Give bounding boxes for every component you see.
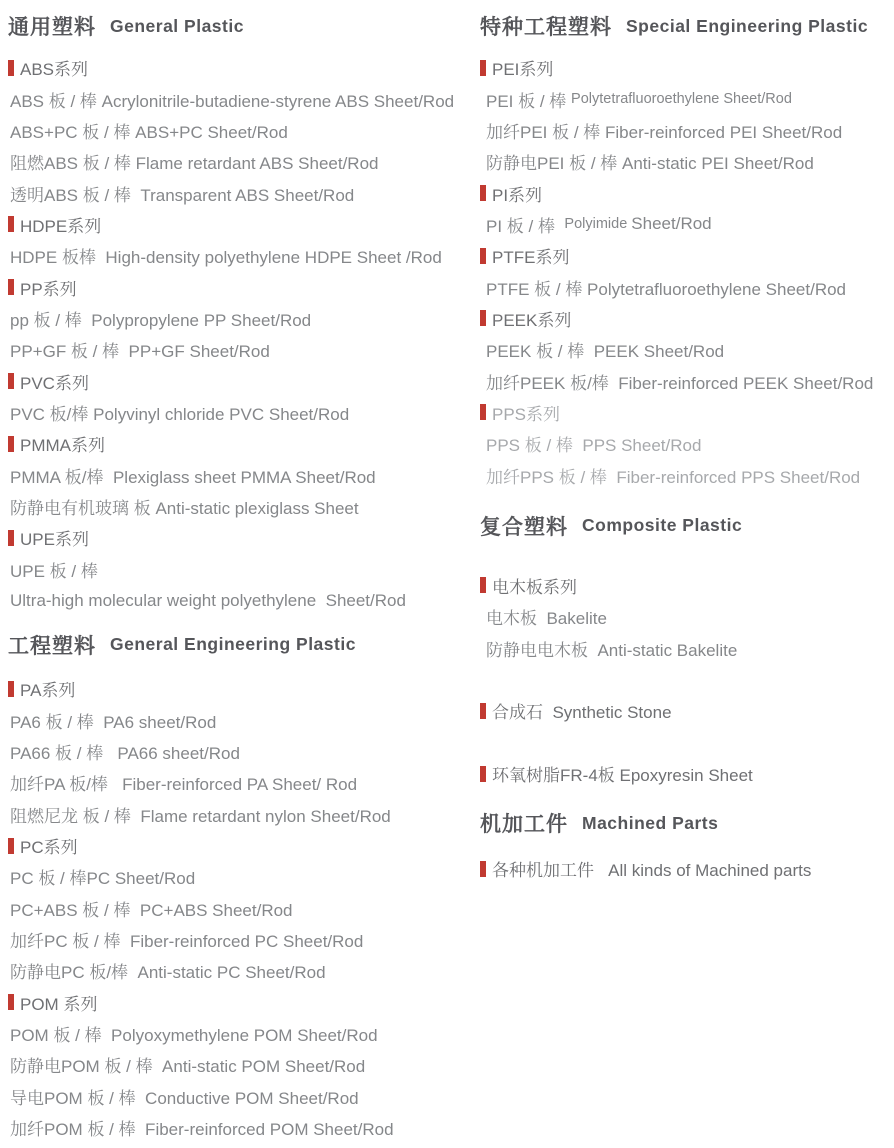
- product-item: [8, 1049, 476, 1080]
- product-item-text: 加纤PA 板/棒 Fiber-reinforced PA Sheet/ Rod: [10, 775, 358, 795]
- product-item-text: 透明ABS 板 / 棒 Transparent ABS Sheet/Rod: [10, 185, 355, 205]
- product-item-text: 加纤PC 板 / 棒 Fiber-reinforced PC Sheet/Rod: [10, 932, 364, 952]
- series-label: [480, 52, 894, 83]
- product-item: [480, 428, 894, 459]
- product-item-text: PEI 板 / 棒: [486, 91, 572, 111]
- series-label: [8, 271, 476, 302]
- product-item-text: HDPE 板棒 High-density polyethylene HDPE Sheet /Rod: [10, 248, 442, 268]
- red-marker-icon: [480, 404, 486, 420]
- red-marker-icon: [480, 861, 486, 877]
- red-marker-icon: [8, 279, 14, 295]
- product-item: [480, 334, 894, 365]
- product-item-text: 阻燃ABS 板 / 棒 Flame retardant ABS Sheet/Rod: [10, 154, 379, 174]
- series-label: [480, 177, 894, 208]
- series-label: [8, 673, 476, 704]
- section-title-zh: 通用塑料: [8, 16, 96, 39]
- series-label-text: PPS系列: [492, 404, 561, 424]
- product-item: [8, 303, 476, 334]
- product-item: [8, 459, 476, 490]
- series-label: [8, 987, 476, 1018]
- product-item-text: ABS 板 / 棒 Acrylonitrile-butadiene-styrene ABS Sheet/Rod: [10, 91, 455, 111]
- product-item: [8, 554, 476, 585]
- product-item-text: PC+ABS 板 / 棒 PC+ABS Sheet/Rod: [10, 900, 293, 920]
- product-item: [480, 459, 894, 490]
- column-general-plastic: [8, 0, 476, 1143]
- series-label: [480, 695, 894, 726]
- series-label: [8, 365, 476, 396]
- product-item-text: PMMA 板/棒 Plexiglass sheet PMMA Sheet/Rod: [10, 467, 376, 487]
- series-label-text: PA系列: [20, 681, 76, 701]
- product-item: [8, 955, 476, 986]
- section-title-zh: 特种工程塑料: [480, 16, 612, 39]
- series-label-text: 各种机加工件 All kinds of Machined parts: [492, 861, 812, 881]
- product-item: [8, 146, 476, 177]
- product-item-text: 防静电POM 板 / 棒 Anti-static POM Sheet/Rod: [10, 1057, 366, 1077]
- red-marker-icon: [480, 577, 486, 593]
- product-item-text: 防静电PC 板/棒 Anti-static PC Sheet/Rod: [10, 963, 326, 983]
- product-item-text: PEEK 板 / 棒 PEEK Sheet/Rod: [486, 342, 725, 362]
- red-marker-icon: [480, 703, 486, 719]
- product-item: [480, 633, 894, 664]
- section-header: [8, 616, 476, 673]
- product-item-text: PTFE 板 / 棒 Polytetrafluoroethylene Sheet/Rod: [486, 279, 847, 299]
- red-marker-icon: [8, 681, 14, 697]
- series-label: [480, 240, 894, 271]
- product-item-text: Ultra-high molecular weight polyethylene Sheet/Rod: [10, 590, 406, 610]
- section-header: [8, 0, 476, 52]
- section-title-en: Machined Parts: [582, 812, 719, 833]
- product-item-text: 加纤POM 板 / 棒 Fiber-reinforced POM Sheet/Rod: [10, 1120, 394, 1140]
- series-label-text: PP系列: [20, 279, 77, 299]
- red-marker-icon: [480, 248, 486, 264]
- series-label: [8, 830, 476, 861]
- product-item: [8, 240, 476, 271]
- series-label-text: PVC系列: [20, 373, 89, 393]
- section-title-en: General Engineering Plastic: [110, 634, 356, 655]
- red-marker-icon: [480, 766, 486, 782]
- spacer: [480, 727, 894, 758]
- product-item: [480, 146, 894, 177]
- product-item-text: 加纤PEI 板 / 棒 Fiber-reinforced PEI Sheet/Rod: [486, 122, 843, 142]
- series-label-text: ABS系列: [20, 60, 89, 80]
- product-item: [8, 1081, 476, 1112]
- product-item: [8, 1112, 476, 1143]
- product-item: [8, 491, 476, 522]
- red-marker-icon: [480, 60, 486, 76]
- product-item-text: PVC 板/棒 Polyvinyl chloride PVC Sheet/Rod: [10, 404, 350, 424]
- red-marker-icon: [8, 994, 14, 1010]
- series-label: [480, 303, 894, 334]
- product-item-text: ABS+PC 板 / 棒 ABS+PC Sheet/Rod: [10, 122, 288, 142]
- product-item: [480, 209, 894, 240]
- red-marker-icon: [8, 60, 14, 76]
- series-label-text: PTFE系列: [492, 248, 570, 268]
- product-item: [8, 397, 476, 428]
- product-item-text: 导电POM 板 / 棒 Conductive POM Sheet/Rod: [10, 1088, 359, 1108]
- section-header: [480, 789, 894, 853]
- series-label: [8, 428, 476, 459]
- red-marker-icon: [480, 185, 486, 201]
- series-label-text: PEEK系列: [492, 310, 572, 330]
- product-item-text: 防静电有机玻璃 板 Anti-static plexiglass Sheet: [10, 498, 359, 518]
- series-label-text: 合成石 Synthetic Stone: [492, 703, 672, 723]
- series-label: [8, 52, 476, 83]
- section-title-en: Special Engineering Plastic: [626, 15, 869, 36]
- red-marker-icon: [8, 373, 14, 389]
- product-item-text: PPS 板 / 棒 PPS Sheet/Rod: [486, 436, 702, 456]
- product-item: [8, 861, 476, 892]
- product-item-text: 加纤PPS 板 / 棒 Fiber-reinforced PPS Sheet/Rod: [486, 467, 861, 487]
- product-item-text: Sheet/Rod: [631, 214, 712, 234]
- series-label-text: UPE系列: [20, 530, 89, 550]
- product-item: [8, 115, 476, 146]
- product-item-text: PP+GF 板 / 棒 PP+GF Sheet/Rod: [10, 342, 270, 362]
- product-item-text: UPE 板 / 棒: [10, 561, 98, 581]
- series-label: [480, 397, 894, 428]
- product-item-text: PA6 板 / 棒 PA6 sheet/Rod: [10, 712, 217, 732]
- product-item-text: Polyimide: [564, 216, 632, 233]
- section-title-zh: 复合塑料: [480, 515, 568, 539]
- series-label-text: PI系列: [492, 185, 543, 205]
- product-item: [8, 705, 476, 736]
- series-label-text: 电木板系列: [492, 577, 577, 597]
- red-marker-icon: [8, 530, 14, 546]
- product-item: [8, 799, 476, 830]
- product-item: [8, 736, 476, 767]
- product-item-text: pp 板 / 棒 Polypropylene PP Sheet/Rod: [10, 310, 312, 330]
- red-marker-icon: [8, 838, 14, 854]
- section-title-en: Composite Plastic: [582, 515, 743, 536]
- product-item: [8, 1018, 476, 1049]
- section-header: [480, 0, 894, 52]
- product-item: [8, 83, 476, 114]
- product-item-text: PC 板 / 棒PC Sheet/Rod: [10, 869, 196, 889]
- series-label-text: POM 系列: [20, 994, 98, 1014]
- product-item: [8, 177, 476, 208]
- column-special-plastic: [480, 0, 894, 885]
- product-item: [8, 585, 476, 616]
- product-item: [8, 767, 476, 798]
- section-header: [480, 491, 894, 570]
- product-item: [480, 115, 894, 146]
- spacer: [480, 664, 894, 695]
- product-item-text: 加纤PEEK 板/棒 Fiber-reinforced PEEK Sheet/Rod: [486, 373, 874, 393]
- red-marker-icon: [480, 310, 486, 326]
- series-label-text: HDPE系列: [20, 216, 102, 236]
- red-marker-icon: [8, 436, 14, 452]
- product-item-text: PI 板 / 棒: [486, 216, 565, 236]
- product-item: [480, 601, 894, 632]
- section-title-en: General Plastic: [110, 15, 244, 36]
- product-item-text: POM 板 / 棒 Polyoxymethylene POM Sheet/Rod: [10, 1026, 378, 1046]
- product-item: [8, 924, 476, 955]
- product-item: [480, 83, 894, 114]
- product-item: [8, 334, 476, 365]
- series-label: [8, 209, 476, 240]
- series-label-text: 环氧树脂FR-4板 Epoxyresin Sheet: [492, 766, 753, 786]
- product-item: [480, 271, 894, 302]
- product-item-text: 阻燃尼龙 板 / 棒 Flame retardant nylon Sheet/Rod: [10, 806, 391, 826]
- product-item-text: PA66 板 / 棒 PA66 sheet/Rod: [10, 744, 240, 764]
- series-label: [8, 522, 476, 553]
- product-item-text: 电木板 Bakelite: [486, 609, 607, 629]
- product-item-text: 防静电PEI 板 / 棒 Anti-static PEI Sheet/Rod: [486, 154, 814, 174]
- series-label-text: PMMA系列: [20, 436, 105, 456]
- product-item: [8, 893, 476, 924]
- product-item-text: 防静电电木板 Anti-static Bakelite: [486, 640, 738, 660]
- series-label: [480, 570, 894, 601]
- series-label: [480, 853, 894, 884]
- series-label-text: PEI系列: [492, 60, 554, 80]
- product-item: [480, 365, 894, 396]
- series-label: [480, 758, 894, 789]
- section-title-zh: 工程塑料: [8, 634, 96, 658]
- red-marker-icon: [8, 216, 14, 232]
- product-item-text: Polytetrafluoroethylene Sheet/Rod: [571, 91, 792, 108]
- series-label-text: PC系列: [20, 838, 78, 858]
- section-title-zh: 机加工件: [480, 813, 568, 837]
